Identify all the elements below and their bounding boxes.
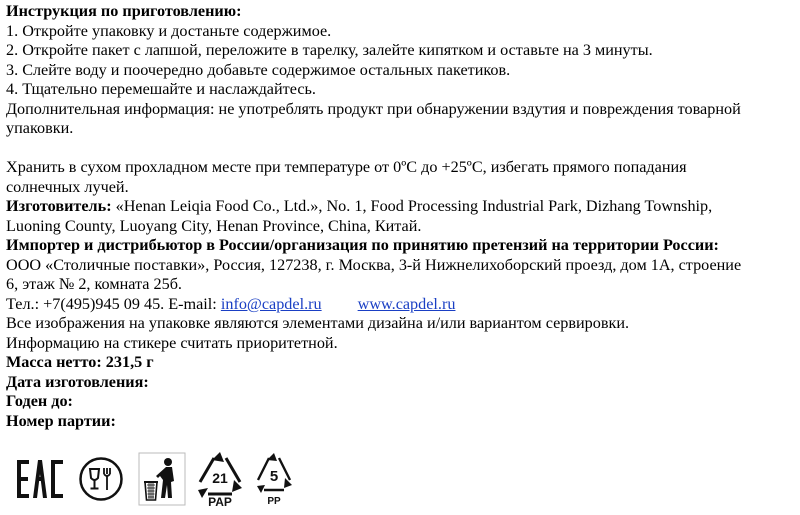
importer-line-1: ООО «Столичные поставки», Россия, 127238, г. Москва, 3-й Нижнелихоборский проезд, дом 1А, строение [6, 255, 742, 274]
pap-label: PAP [208, 495, 232, 508]
storage-line-2: солнечных лучей. [6, 177, 129, 196]
pp-code: 5 [269, 468, 279, 485]
manufacturer-line-1 [6, 197, 796, 217]
step-2: 2. Откройте пакет с лапшой, переложите в тарелку, залейте кипятком и оставьте на 3 минуты. [6, 41, 653, 59]
certification-icons [14, 448, 294, 510]
importer-label: Импортер и дистрибьютор в России/организация по принятию претензий на территории России: [6, 236, 719, 254]
pap-code: 21 [212, 470, 228, 486]
blank-line [6, 139, 796, 159]
tidyman-icon [138, 452, 186, 506]
design-note: Все изображения на упаковке являются элементами дизайна и/или вариантом сервировки. [6, 314, 630, 332]
instructions-heading: Инструкция по приготовлению: [6, 2, 242, 20]
additional-info-line-1: Дополнительная информация: не употреблять продукт при обнаружении вздутия и повреждения товарной [6, 99, 741, 118]
sticker-note: Информацию на стикере считать приоритетной. [6, 333, 338, 352]
label-text [6, 2, 796, 431]
storage-line-1: Хранить в сухом прохладном месте при температуре от 0ºС до +25ºС, избегать прямого попадания [6, 158, 687, 176]
pp-label: PP [267, 496, 281, 507]
step-3: 3. Слейте воду и поочередно добавьте содержимое остальных пакетиков. [6, 60, 511, 79]
eac-mark-icon [14, 452, 68, 506]
step-4: 4. Тщательно перемешайте и наслаждайтесь. [6, 80, 316, 98]
manufacturer-line-2: Luoning County, Luoyang City, Henan Province, China, Китай. [6, 216, 422, 235]
expiry-date-label: Годен до: [6, 392, 73, 410]
recycle-pap-icon [192, 450, 248, 508]
batch-number-label: Номер партии: [6, 411, 116, 430]
manufacture-date-label: Дата изготовления: [6, 372, 149, 391]
step-1: 1. Откройте упаковку и достаньте содержимое. [6, 21, 332, 40]
manufacturer-label: Изготовитель: [6, 197, 112, 215]
contacts-line [6, 295, 796, 315]
phone-text: Тел.: +7(495)945 09 45. E-mail: [6, 294, 221, 313]
manufacturer-text: «Henan Leiqia Food Co., Ltd.», No. 1, Food Processing Industrial Park, Dizhang Township, [111, 197, 713, 215]
food-contact-icon [78, 456, 124, 502]
additional-info-line-2: упаковки. [6, 119, 74, 137]
email-link[interactable]: info@capdel.ru [220, 294, 322, 313]
website-link[interactable]: www.capdel.ru [357, 294, 456, 313]
net-weight: Масса нетто: 231,5 г [6, 353, 154, 371]
recycle-pp-icon [254, 450, 294, 508]
importer-line-2: 6, этаж № 2, комната 25б. [6, 275, 182, 293]
